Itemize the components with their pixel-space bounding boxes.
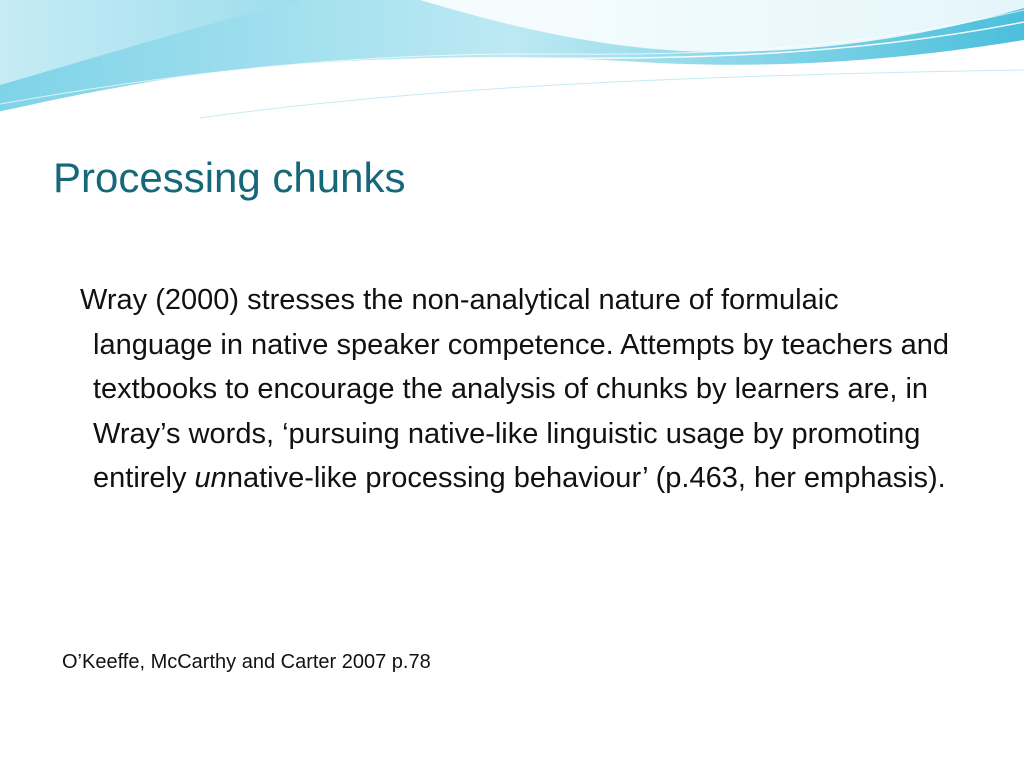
header-wave-decoration	[0, 0, 1024, 120]
quote-text-before: Wray (2000) stresses the non-analytical nature of formulaic language in native speaker competence. Attempts by teachers and textbooks to encourage the analysis of chunks by learners are, in Wray’s words, ‘pursuing native-like linguistic usage by promoting entirely	[80, 284, 950, 494]
citation: O’Keeffe, McCarthy and Carter 2007 p.78	[62, 651, 431, 673]
slide-title: Processing chunks	[53, 154, 406, 201]
wave-line-3	[200, 70, 1024, 118]
quote-paragraph	[80, 278, 953, 501]
quote-text-after: native-like processing behaviour’ (p.463, her emphasis).	[226, 462, 946, 494]
quote-emphasis: un	[194, 462, 227, 494]
